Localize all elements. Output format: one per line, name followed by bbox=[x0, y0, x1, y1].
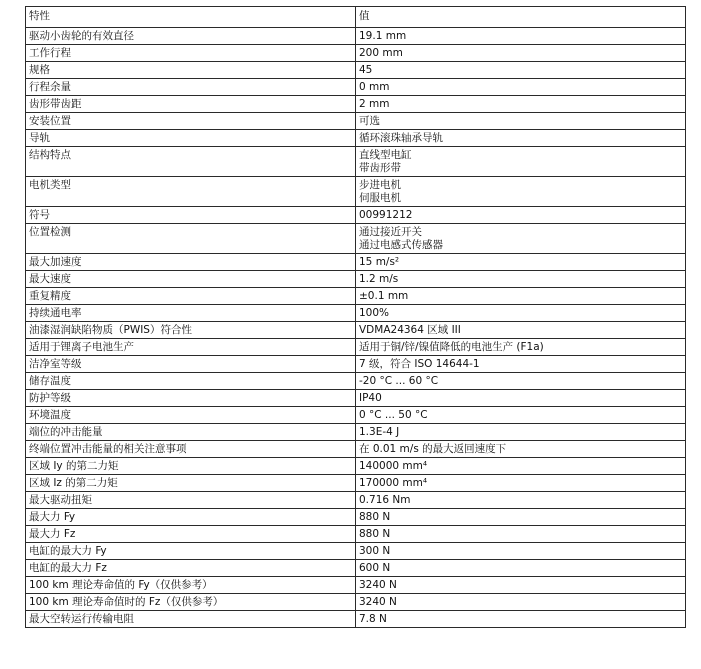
cell-property: 重复精度 bbox=[26, 288, 356, 305]
cell-property: 位置检测 bbox=[26, 224, 356, 254]
header-value: 值 bbox=[356, 7, 686, 28]
table-row bbox=[26, 594, 686, 611]
cell-property: 防护等级 bbox=[26, 390, 356, 407]
cell-value: 19.1 mm bbox=[356, 28, 686, 45]
table-row bbox=[26, 288, 686, 305]
table-row bbox=[26, 45, 686, 62]
cell-value: 通过接近开关 通过电感式传感器 bbox=[356, 224, 686, 254]
spec-table bbox=[25, 6, 686, 628]
cell-property: 符号 bbox=[26, 207, 356, 224]
table-row bbox=[26, 509, 686, 526]
cell-value: 适用于铜/锌/镍值降低的电池生产 (F1a) bbox=[356, 339, 686, 356]
cell-value: 140000 mm⁴ bbox=[356, 458, 686, 475]
cell-value: 3240 N bbox=[356, 594, 686, 611]
cell-property: 终端位置冲击能量的相关注意事项 bbox=[26, 441, 356, 458]
table-row bbox=[26, 113, 686, 130]
table-row bbox=[26, 207, 686, 224]
cell-value: 7 级，符合 ISO 14644-1 bbox=[356, 356, 686, 373]
table-row bbox=[26, 390, 686, 407]
cell-property: 驱动小齿轮的有效直径 bbox=[26, 28, 356, 45]
table-row bbox=[26, 526, 686, 543]
cell-property: 最大速度 bbox=[26, 271, 356, 288]
cell-property: 环境温度 bbox=[26, 407, 356, 424]
cell-property: 区域 Iy 的第二力矩 bbox=[26, 458, 356, 475]
table-row bbox=[26, 492, 686, 509]
table-row bbox=[26, 424, 686, 441]
cell-property: 规格 bbox=[26, 62, 356, 79]
cell-value: 00991212 bbox=[356, 207, 686, 224]
table-row bbox=[26, 611, 686, 628]
table-header-row bbox=[26, 7, 686, 28]
table-row bbox=[26, 407, 686, 424]
table-row bbox=[26, 356, 686, 373]
cell-value: 直线型电缸 带齿形带 bbox=[356, 147, 686, 177]
cell-property: 适用于锂离子电池生产 bbox=[26, 339, 356, 356]
cell-value: 0 mm bbox=[356, 79, 686, 96]
cell-value: 1.2 m/s bbox=[356, 271, 686, 288]
cell-property: 电缸的最大力 Fy bbox=[26, 543, 356, 560]
table-body bbox=[26, 28, 686, 628]
table-row bbox=[26, 475, 686, 492]
cell-value: 880 N bbox=[356, 526, 686, 543]
cell-property: 区域 Iz 的第二力矩 bbox=[26, 475, 356, 492]
cell-property: 100 km 理论寿命值时的 Fz（仅供参考） bbox=[26, 594, 356, 611]
cell-value: 3240 N bbox=[356, 577, 686, 594]
cell-property: 100 km 理论寿命值的 Fy（仅供参考） bbox=[26, 577, 356, 594]
cell-value: 循环滚珠轴承导轨 bbox=[356, 130, 686, 147]
cell-value: 2 mm bbox=[356, 96, 686, 113]
table-row bbox=[26, 96, 686, 113]
cell-value: ±0.1 mm bbox=[356, 288, 686, 305]
cell-value: 7.8 N bbox=[356, 611, 686, 628]
cell-value: 100% bbox=[356, 305, 686, 322]
table-row bbox=[26, 254, 686, 271]
cell-property: 最大空转运行传输电阻 bbox=[26, 611, 356, 628]
cell-value: 600 N bbox=[356, 560, 686, 577]
cell-value: -20 °C ... 60 °C bbox=[356, 373, 686, 390]
table-row bbox=[26, 130, 686, 147]
cell-property: 油漆湿润缺陷物质（PWIS）符合性 bbox=[26, 322, 356, 339]
table-row bbox=[26, 441, 686, 458]
cell-value: VDMA24364 区域 III bbox=[356, 322, 686, 339]
cell-value: 880 N bbox=[356, 509, 686, 526]
cell-value: 在 0.01 m/s 的最大返回速度下 bbox=[356, 441, 686, 458]
table-row bbox=[26, 224, 686, 254]
cell-property: 端位的冲击能量 bbox=[26, 424, 356, 441]
cell-value: 200 mm bbox=[356, 45, 686, 62]
table-row bbox=[26, 62, 686, 79]
cell-property: 结构特点 bbox=[26, 147, 356, 177]
cell-property: 洁净室等级 bbox=[26, 356, 356, 373]
table-row bbox=[26, 560, 686, 577]
cell-value: 0.716 Nm bbox=[356, 492, 686, 509]
cell-property: 最大力 Fy bbox=[26, 509, 356, 526]
cell-property: 工作行程 bbox=[26, 45, 356, 62]
table-row bbox=[26, 373, 686, 390]
cell-property: 最大力 Fz bbox=[26, 526, 356, 543]
cell-property: 储存温度 bbox=[26, 373, 356, 390]
cell-property: 安装位置 bbox=[26, 113, 356, 130]
cell-property: 导轨 bbox=[26, 130, 356, 147]
cell-property: 持续通电率 bbox=[26, 305, 356, 322]
table-row bbox=[26, 339, 686, 356]
cell-property: 最大加速度 bbox=[26, 254, 356, 271]
cell-property: 电缸的最大力 Fz bbox=[26, 560, 356, 577]
cell-value: 45 bbox=[356, 62, 686, 79]
cell-value: 15 m/s² bbox=[356, 254, 686, 271]
table-row bbox=[26, 147, 686, 177]
cell-property: 齿形带齿距 bbox=[26, 96, 356, 113]
cell-property: 最大驱动扭矩 bbox=[26, 492, 356, 509]
table-row bbox=[26, 79, 686, 96]
table-row bbox=[26, 305, 686, 322]
cell-property: 电机类型 bbox=[26, 177, 356, 207]
table-row bbox=[26, 322, 686, 339]
cell-value: IP40 bbox=[356, 390, 686, 407]
cell-value: 300 N bbox=[356, 543, 686, 560]
table-row bbox=[26, 177, 686, 207]
table-row bbox=[26, 458, 686, 475]
table-row bbox=[26, 577, 686, 594]
cell-property: 行程余量 bbox=[26, 79, 356, 96]
table-row bbox=[26, 28, 686, 45]
cell-value: 0 °C ... 50 °C bbox=[356, 407, 686, 424]
cell-value: 步进电机 伺服电机 bbox=[356, 177, 686, 207]
cell-value: 170000 mm⁴ bbox=[356, 475, 686, 492]
cell-value: 可选 bbox=[356, 113, 686, 130]
header-property: 特性 bbox=[26, 7, 356, 28]
cell-value: 1.3E-4 J bbox=[356, 424, 686, 441]
table-row bbox=[26, 271, 686, 288]
table-row bbox=[26, 543, 686, 560]
